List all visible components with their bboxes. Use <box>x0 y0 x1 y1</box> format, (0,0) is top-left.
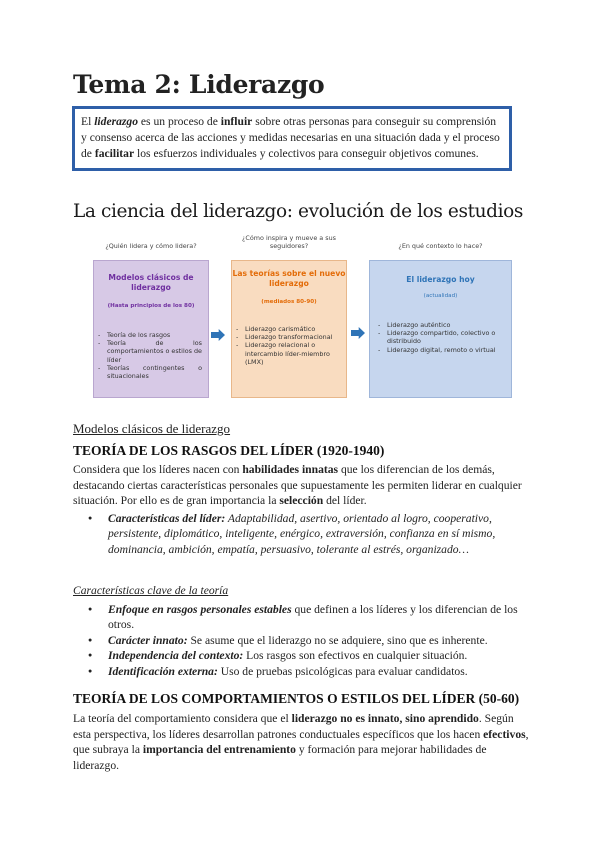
key-characteristics-list <box>86 602 526 679</box>
column-item: - Teoría de los comportamientos o estilos de líder <box>98 339 202 364</box>
section-heading: La ciencia del liderazgo: evolución de los estudios <box>73 201 523 222</box>
column-subtitle: (actualidad) <box>423 293 458 299</box>
diagram-question-2: ¿Cómo inspira y mueve a sus seguidores? <box>242 234 336 250</box>
rasgos-heading: TEORÍA DE LOS RASGOS DEL LÍDER (1920-1940) <box>73 443 385 458</box>
list-item: ● Independencia del contexto: Los rasgos son efectivos en cualquier situación. <box>86 648 526 663</box>
key-characteristics-heading: Características clave de la teoría <box>73 584 229 597</box>
column-item: - Liderazgo compartido, colectivo o distribuido <box>378 329 508 345</box>
list-item: ● Identificación externa: Uso de pruebas psicológicas para evaluar candidatos. <box>86 664 526 679</box>
list-item: ● Características del líder: Adaptabilidad, asertivo, orientado al logro, cooperativo, persistente, diplomático, inteligente, enérgico, extraversión, confianza en sí mismo, dominancia, ambición, empatía, persuasivo, tolerante al estrés, organizado… <box>86 511 526 557</box>
column-item: - Teoría de los rasgos <box>98 331 202 339</box>
page-title: Tema 2: Liderazgo <box>73 70 325 99</box>
column-item: - Liderazgo carismático <box>236 325 344 333</box>
leadership-evolution-diagram <box>93 234 512 400</box>
arrow-right-icon <box>211 329 225 341</box>
column-item: - Liderazgo transformacional <box>236 333 344 341</box>
diagram-column-new <box>231 260 347 398</box>
column-title: Las teorías sobre el nuevo liderazgo <box>232 269 346 288</box>
column-item: - Liderazgo auténtico <box>378 321 508 329</box>
comportamientos-paragraph: La teoría del comportamiento considera que el liderazgo no es innato, sino aprendido. Según esta perspectiva, los líderes desarrollan patrones conductuales específicos que los hacen efectivos, que subraya la importancia del entrenamiento y formación para mejorar habilidades de liderazgo. <box>73 712 529 772</box>
arrow-right-icon <box>351 327 365 339</box>
diagram-column-classic <box>93 260 209 398</box>
column-title: El liderazgo hoy <box>406 275 475 284</box>
subsection-link-classic-models[interactable]: Modelos clásicos de liderazgo <box>73 421 231 436</box>
column-item: - Teorías contingentes o situacionales <box>98 364 202 380</box>
list-item: ● Carácter innato: Se asume que el liderazgo no se adquiere, sino que es inherente. <box>86 633 526 648</box>
comportamientos-heading: TEORÍA DE LOS COMPORTAMIENTOS O ESTILOS DEL LÍDER (50-60) <box>73 691 520 706</box>
characteristics-list <box>86 511 526 557</box>
column-item: - Liderazgo digital, remoto o virtual <box>378 346 508 354</box>
diagram-question-3: ¿En qué contexto lo hace? <box>398 242 483 250</box>
diagram-question-1: ¿Quién lidera y cómo lidera? <box>105 242 197 250</box>
diagram-column-today <box>369 260 512 398</box>
column-item: - Liderazgo relacional o intercambio líder-miembro (LMX) <box>236 341 344 366</box>
column-subtitle: (mediados 80-90) <box>261 299 317 305</box>
list-item: ● Enfoque en rasgos personales estables que definen a los líderes y los diferencian de los otros. <box>86 602 526 633</box>
column-subtitle: (Hasta principios de los 80) <box>107 303 195 309</box>
rasgos-paragraph: Considera que los líderes nacen con habilidades innatas que los diferencian de los demás, destacando ciertas características personales que supuestamente les permiten liderar en cualquier situación. Por ello es de gran importancia la selección del líder. <box>73 463 522 508</box>
definition-box: El liderazgo es un proceso de influir sobre otras personas para conseguir su comprensión y consenso acerca de las acciones y medidas necesarias en una situación dada y el proceso de facilitar los esfuerzos individuales y colectivos para conseguir objetivos comunes. <box>72 106 512 171</box>
column-title: Modelos clásicos de liderazgo <box>108 273 194 292</box>
